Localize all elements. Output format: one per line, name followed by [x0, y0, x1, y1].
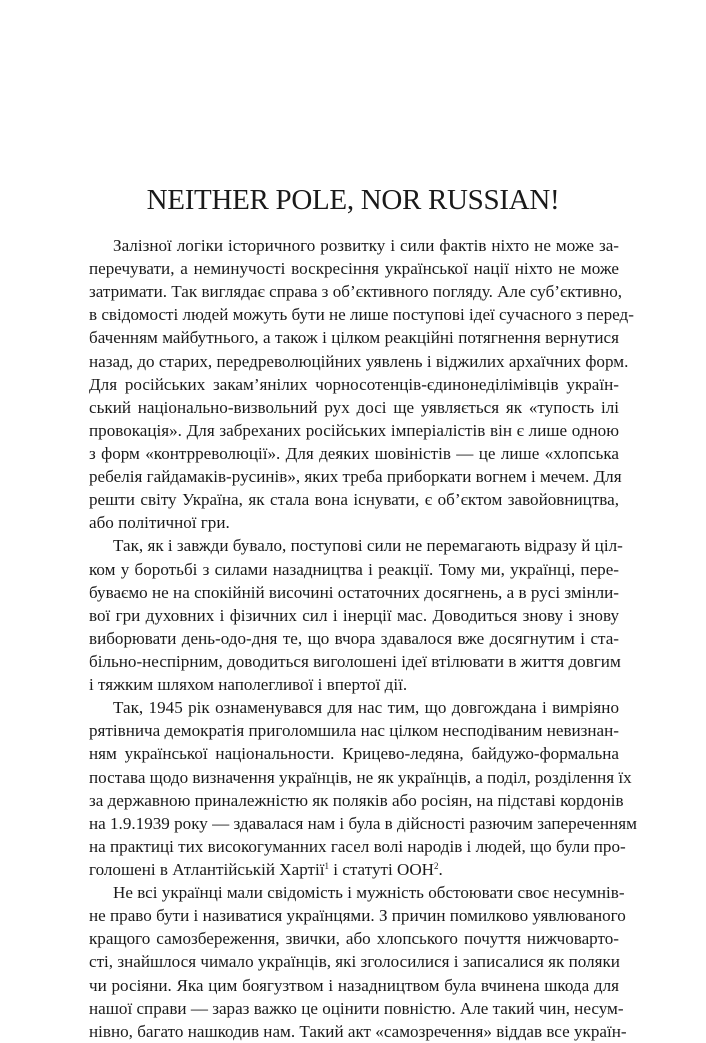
- text-line: Для російських закам’янілих чорносотенців-єдинонеділімівців україн-: [89, 374, 619, 394]
- text-line: сті, знайшлося чимало українців, які зголосилися і записалися як поляки: [89, 952, 620, 972]
- text-line: не право бути і називатися українцями. З причин помилково уявлюваного: [89, 906, 626, 926]
- text-line: більно-неспірним, доводиться виголошені ідеї втілювати в життя довгим: [89, 651, 621, 671]
- text-line: решти світу Україна, як стала вона існувати, є об’єктом завойовництва,: [89, 490, 619, 510]
- text-line: чи росіяни. Яка цим боягузтвом і назадництвом була вчинена шкода для: [89, 975, 619, 995]
- text-line: ням української національности. Крицево-ледяна, байдужо-формальна: [89, 744, 619, 764]
- text-segment: голошені в Атлантійській Хартії: [89, 859, 325, 879]
- text-line: ський національно-визвольний рух досі ще уявляється як «тупость ілі: [89, 397, 619, 417]
- text-line: [89, 858, 619, 881]
- text-line: в свідомості людей можуть бути не лише поступові ідеї сучасного з перед-: [89, 305, 634, 325]
- text-segment: і статуті ООН: [329, 859, 435, 879]
- text-line: або політичної гри.: [89, 513, 230, 533]
- text-line: баченням майбутнього, а також і цілком реакційні потягнення вернутися: [89, 328, 619, 348]
- text-line: кращого самозбереження, звички, або хлопського почуття нижчоварто-: [89, 929, 619, 949]
- text-line: затримати. Так виглядає справа з об’єктивного погляду. Але суб’єктивно,: [89, 282, 623, 302]
- text-line: вої гри духовних і фізичних сил і інерції мас. Доводиться знову і знову: [89, 605, 619, 625]
- text-line: Так, як і завжди бувало, поступові сили не перемагають відразу й ціл-: [113, 536, 623, 556]
- text-line: назад, до старих, передреволюційних уявлень і віджилих архаїчних форм.: [89, 351, 629, 371]
- footnote-marker[interactable]: 1: [324, 860, 329, 871]
- text-line: нашої справи — зараз важко це оцінити повністю. Але такий чин, несум-: [89, 998, 624, 1018]
- text-line: на 1.9.1939 року — здавалася нам і була в дійсності разючим запереченням: [89, 813, 637, 833]
- text-line: з форм «контрреволюції». Для деяких шовіністів — це лише «хлопська: [89, 443, 619, 463]
- text-line: за державною приналежністю як поляків або росіян, на підставі кордонів: [89, 790, 624, 810]
- text-line: перечувати, а неминучості воскресіння української нації ніхто не може: [89, 259, 619, 279]
- text-line: Так, 1945 рік ознаменувався для нас тим, що довгождана і вимріяно: [113, 698, 619, 718]
- text-line: ребелія гайдамаків-русинів», яких треба приборкати вогнем і мечем. Для: [89, 467, 622, 487]
- text-line: рятівнича демократія приголомшила нас цілком несподіваним невизнан-: [89, 721, 619, 741]
- text-line: і тяжким шляхом наполегливої і впертої дії.: [89, 675, 408, 695]
- text-line: ком у боротьбі з силами назадництва і реакції. Тому ми, українці, пере-: [89, 559, 619, 579]
- page-title: NEITHER POLE, NOR RUSSIAN!: [146, 184, 560, 216]
- text-line: буваємо не на спокійній височині остаточних досягнень, а в русі змінли-: [89, 582, 619, 602]
- text-segment: .: [438, 859, 443, 879]
- footnote-marker[interactable]: 2: [434, 860, 439, 871]
- text-line: виборювати день-одо-дня те, що вчора здавалося вже досягнутим і ста-: [89, 628, 619, 648]
- text-line: на практиці тих високогуманних гасел волі народів і людей, що були про-: [89, 836, 626, 856]
- text-line: нівно, багато нашкодив нам. Такий акт «самозречення» віддав все україн-: [89, 1021, 627, 1041]
- body-text: [89, 234, 637, 1043]
- text-line: постава щодо визначення українців, не як українців, а поділ, розділення їх: [89, 767, 632, 787]
- text-line: Залізної логіки історичного розвитку і сили фактів ніхто не може за-: [113, 236, 619, 255]
- text-line: провокація». Для забреханих російських імперіалістів він є лише одною: [89, 420, 619, 440]
- text-line: Не всі українці мали свідомість і мужність обстоювати своє несумнів-: [113, 883, 625, 903]
